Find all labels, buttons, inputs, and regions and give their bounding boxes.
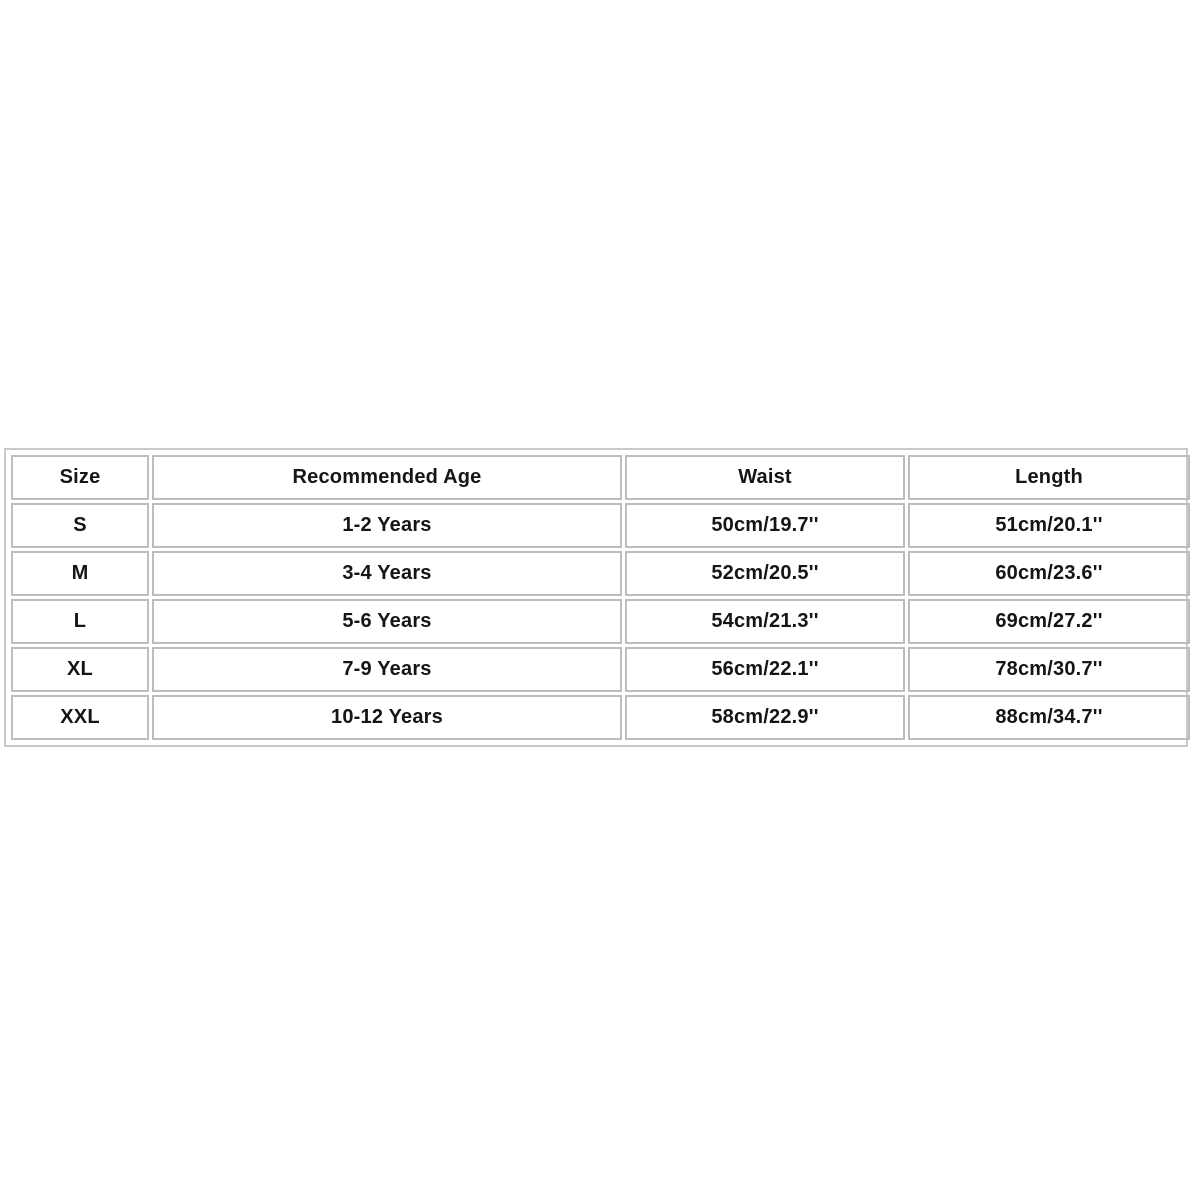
table-row bbox=[11, 647, 1190, 692]
table-row bbox=[11, 503, 1190, 548]
cell-waist: 50cm/19.7'' bbox=[625, 503, 905, 548]
cell-recommended-age: 5-6 Years bbox=[152, 599, 622, 644]
cell-size: S bbox=[11, 503, 149, 548]
header-length: Length bbox=[908, 455, 1190, 500]
cell-length: 69cm/27.2'' bbox=[908, 599, 1190, 644]
cell-recommended-age: 7-9 Years bbox=[152, 647, 622, 692]
cell-length: 51cm/20.1'' bbox=[908, 503, 1190, 548]
header-waist: Waist bbox=[625, 455, 905, 500]
table-header-row bbox=[11, 455, 1190, 500]
header-recommended-age: Recommended Age bbox=[152, 455, 622, 500]
cell-recommended-age: 1-2 Years bbox=[152, 503, 622, 548]
cell-recommended-age: 10-12 Years bbox=[152, 695, 622, 740]
cell-size: XXL bbox=[11, 695, 149, 740]
table-row bbox=[11, 551, 1190, 596]
table-row bbox=[11, 695, 1190, 740]
cell-recommended-age: 3-4 Years bbox=[152, 551, 622, 596]
cell-size: M bbox=[11, 551, 149, 596]
cell-length: 88cm/34.7'' bbox=[908, 695, 1190, 740]
header-size: Size bbox=[11, 455, 149, 500]
cell-waist: 54cm/21.3'' bbox=[625, 599, 905, 644]
cell-length: 60cm/23.6'' bbox=[908, 551, 1190, 596]
cell-waist: 52cm/20.5'' bbox=[625, 551, 905, 596]
cell-length: 78cm/30.7'' bbox=[908, 647, 1190, 692]
cell-waist: 58cm/22.9'' bbox=[625, 695, 905, 740]
table-row bbox=[11, 599, 1190, 644]
cell-waist: 56cm/22.1'' bbox=[625, 647, 905, 692]
size-chart-table bbox=[8, 452, 1193, 743]
size-chart bbox=[4, 448, 1188, 747]
cell-size: XL bbox=[11, 647, 149, 692]
cell-size: L bbox=[11, 599, 149, 644]
